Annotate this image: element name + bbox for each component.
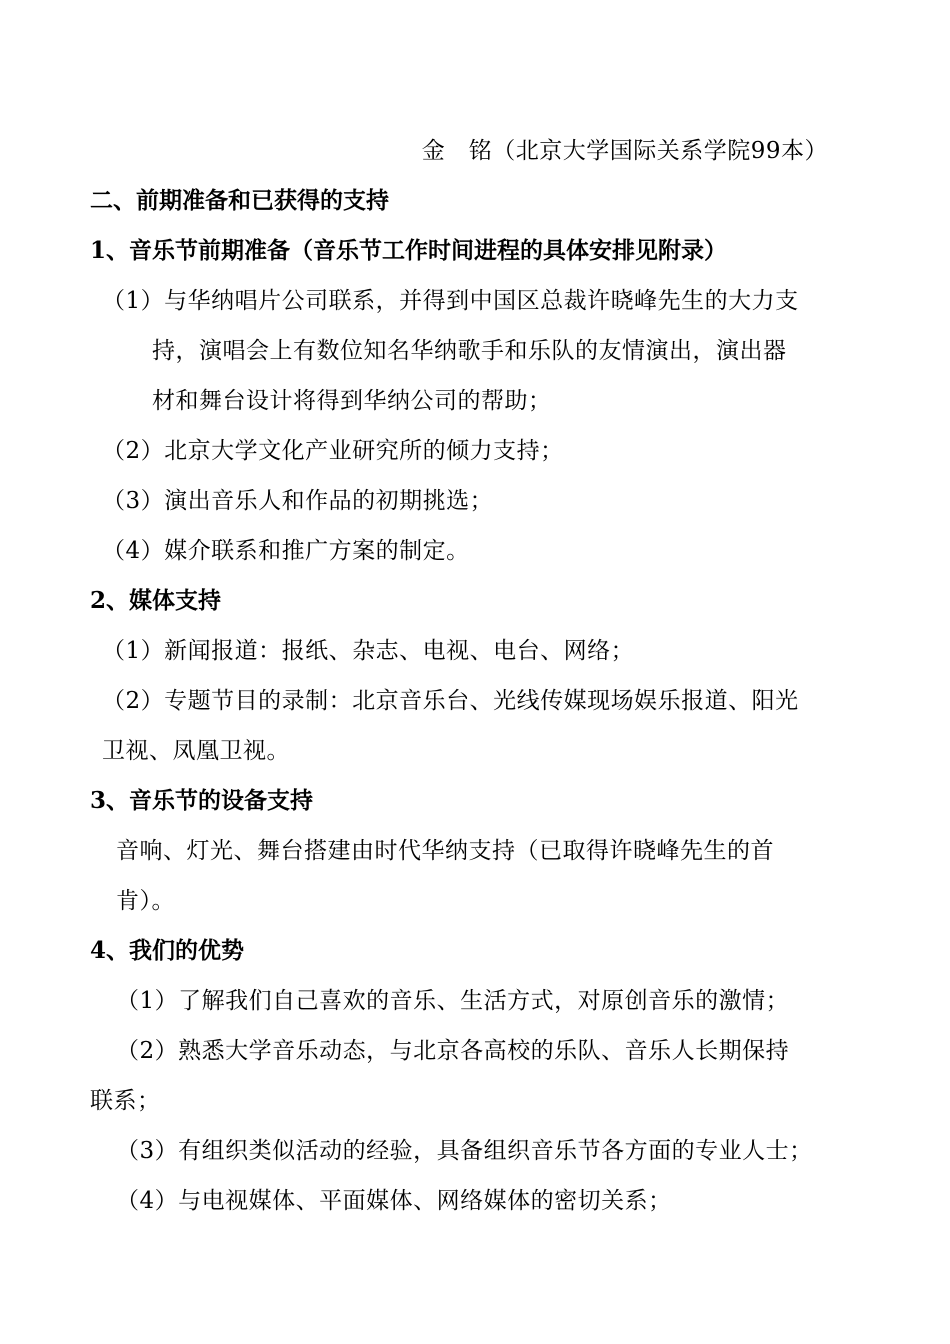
paragraph-line: 材和舞台设计将得到华纳公司的帮助；	[152, 388, 552, 414]
section-title: 二、前期准备和已获得的支持	[90, 187, 389, 214]
paragraph-line: （4）媒介联系和推广方案的制定。	[102, 538, 470, 564]
paragraph-line: （2）北京大学文化产业研究所的倾力支持；	[102, 438, 564, 464]
paragraph-line: 卫视、凤凰卫视。	[102, 738, 290, 764]
paragraph-line: （2）熟悉大学音乐动态，与北京各高校的乐队、音乐人长期保持	[116, 1038, 790, 1064]
heading-media-support: 2、媒体支持	[90, 587, 222, 614]
paragraph-line: （1）与华纳唱片公司联系，并得到中国区总裁许晓峰先生的大力支	[102, 288, 799, 314]
paragraph-line: 音响、灯光、舞台搭建由时代华纳支持（已取得许晓峰先生的首	[116, 838, 774, 864]
paragraph-line: （2）专题节目的录制：北京音乐台、光线传媒现场娱乐报道、阳光	[102, 688, 799, 714]
heading-equipment-support: 3、音乐节的设备支持	[90, 787, 314, 814]
paragraph-line: 肯）。	[116, 888, 175, 914]
heading-preparation: 1、音乐节前期准备（音乐节工作时间进程的具体安排见附录）	[90, 237, 728, 264]
heading-our-advantages: 4、我们的优势	[90, 937, 245, 964]
paragraph-line: （1）新闻报道：报纸、杂志、电视、电台、网络；	[102, 638, 635, 664]
paragraph-line: 联系；	[90, 1088, 161, 1114]
author-line: 金 铭（北京大学国际关系学院99本）	[421, 138, 828, 164]
paragraph-line: 持，演唱会上有数位知名华纳歌手和乐队的友情演出，演出器	[152, 338, 787, 364]
paragraph-line: （1）了解我们自己喜欢的音乐、生活方式，对原创音乐的激情；	[116, 988, 790, 1014]
paragraph-line: （4）与电视媒体、平面媒体、网络媒体的密切关系；	[116, 1188, 672, 1214]
paragraph-line: （3）有组织类似活动的经验，具备组织音乐节各方面的专业人士；	[116, 1138, 813, 1164]
paragraph-line: （3）演出音乐人和作品的初期挑选；	[102, 488, 494, 514]
